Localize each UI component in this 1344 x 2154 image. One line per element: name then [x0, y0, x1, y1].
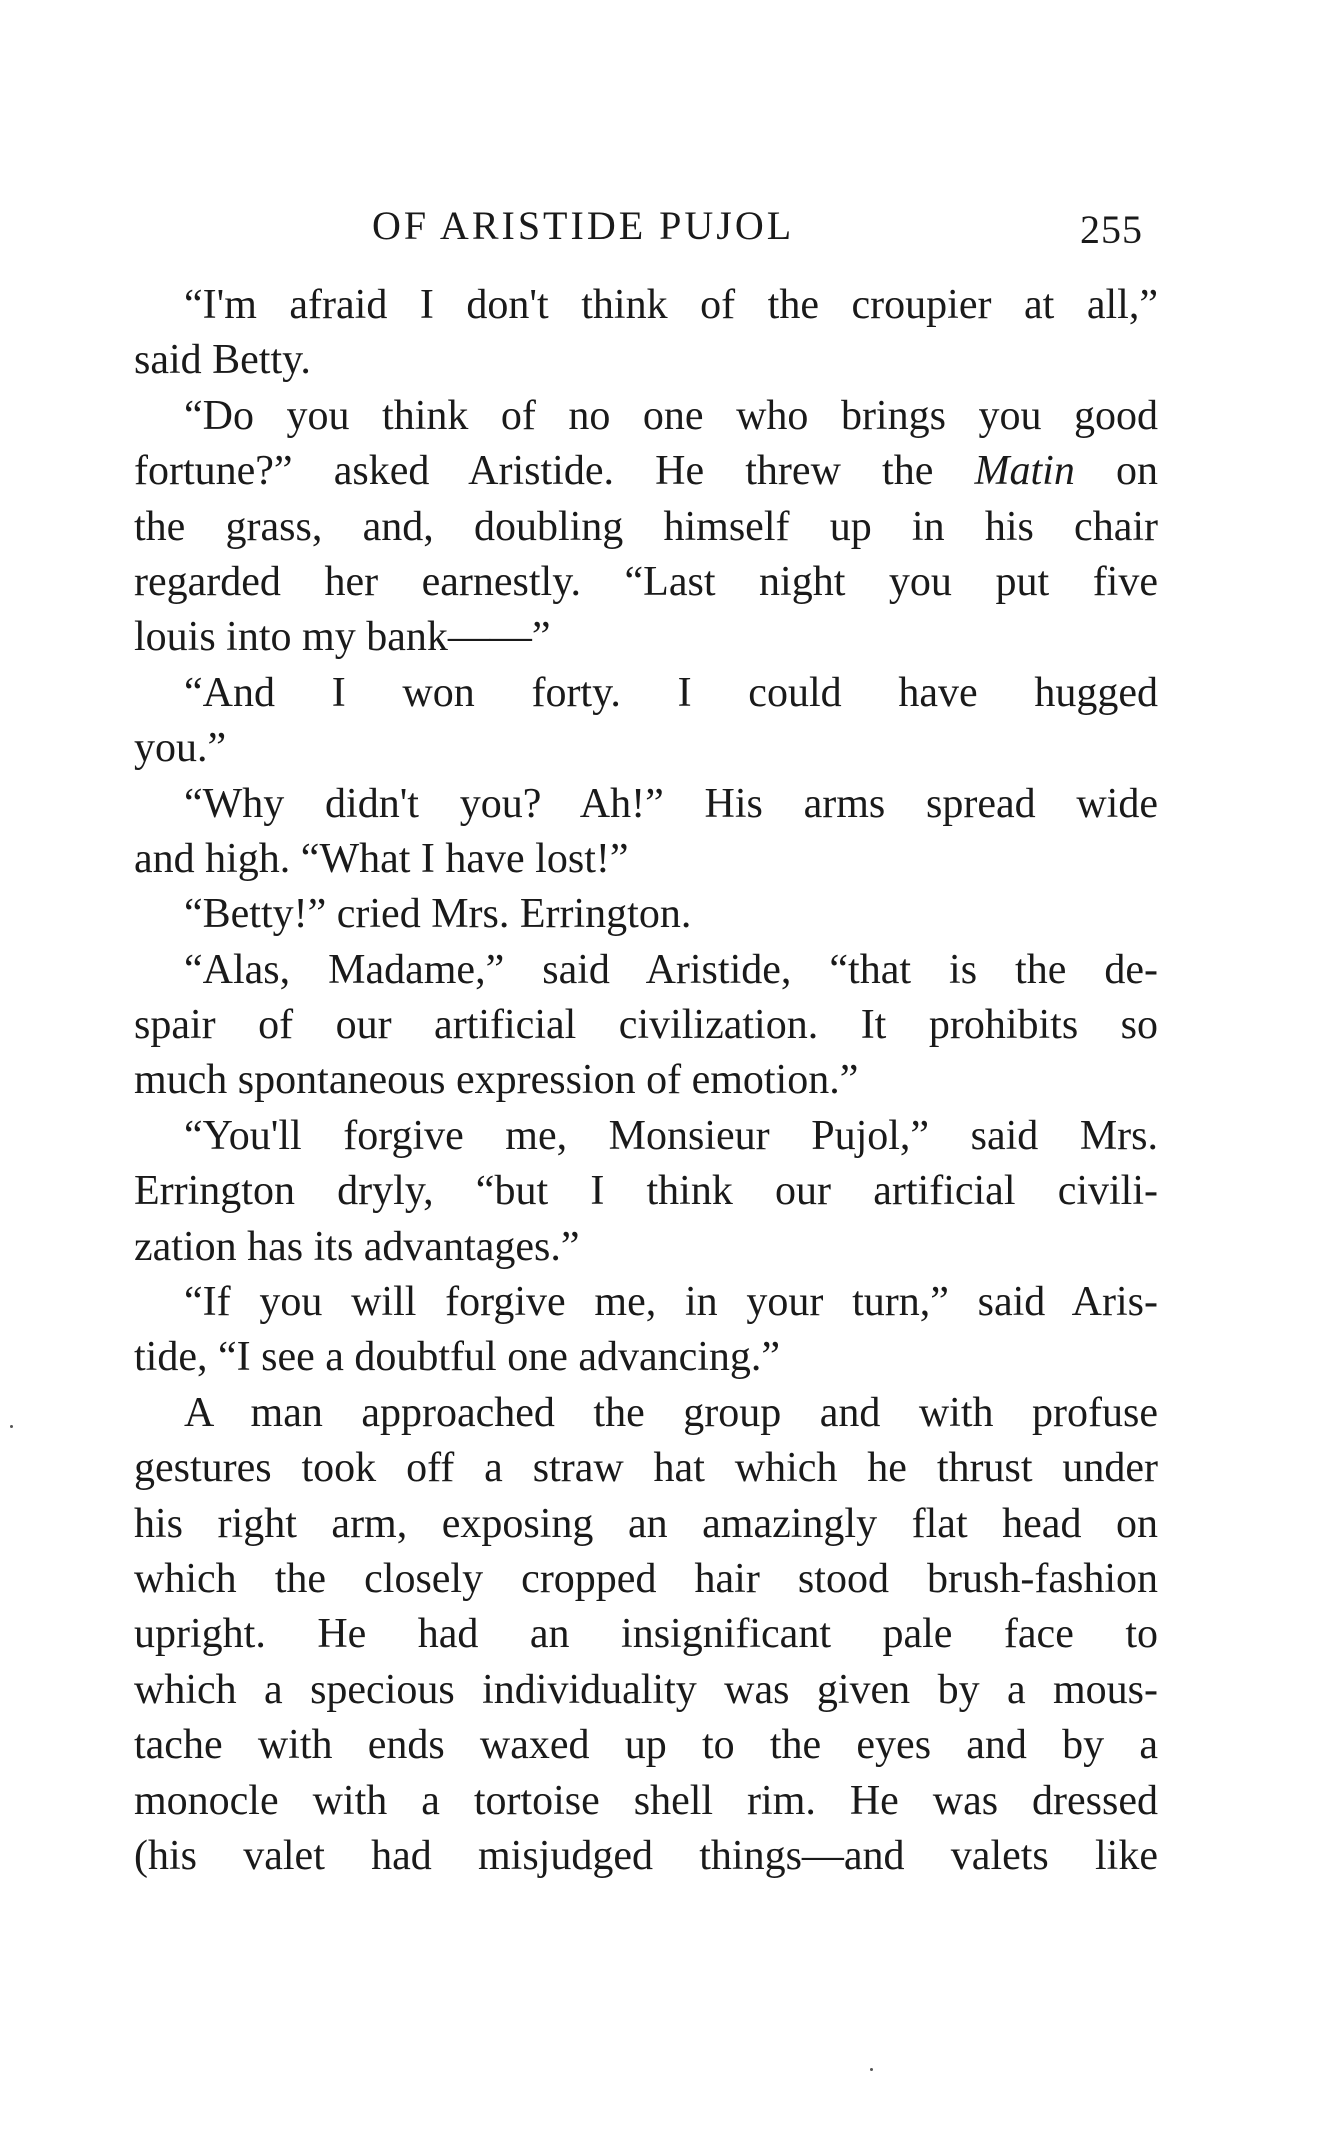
- text-line: “I'm afraid I don't think of the croupier at all,”: [184, 282, 1158, 328]
- italic-title: Matin: [974, 448, 1075, 495]
- running-head: [0, 196, 1344, 256]
- text-line: “Alas, Madame,” said Aristide, “that is the de-: [184, 946, 1158, 993]
- text-line: zation has its advantages.”: [134, 1223, 580, 1270]
- scan-speck: [10, 1425, 13, 1428]
- text-line: louis into my bank——”: [134, 614, 551, 661]
- text-segment: fortune?” asked Aristide. He threw the: [134, 448, 975, 495]
- text-line: Errington dryly, “but I think our artificial civili-: [134, 1168, 1158, 1215]
- text-line: “Betty!” cried Mrs. Errington.: [184, 891, 692, 938]
- text-line: much spontaneous expression of emotion.”: [134, 1057, 859, 1104]
- page-number: 255: [1080, 207, 1143, 252]
- text-line: “Do you think of no one who brings you good: [184, 392, 1158, 439]
- text-line: said Betty.: [134, 337, 311, 384]
- text-line: which a specious individuality was given by a mous-: [134, 1666, 1158, 1713]
- text-line: [134, 444, 1158, 499]
- text-line: you.”: [134, 725, 227, 772]
- text-line: tache with ends waxed up to the eyes and by a: [134, 1722, 1158, 1769]
- text-line: “You'll forgive me, Monsieur Pujol,” said Mrs.: [184, 1112, 1158, 1159]
- running-title: OF ARISTIDE PUJOL: [372, 203, 795, 248]
- text-line: and high. “What I have lost!”: [134, 835, 629, 882]
- text-segment: on: [1074, 448, 1158, 495]
- body-text: [134, 278, 1158, 1884]
- text-line: (his valet had misjudged things—and valets like: [134, 1832, 1158, 1879]
- text-line: regarded her earnestly. “Last night you put five: [134, 558, 1158, 605]
- text-line: his right arm, exposing an amazingly flat head on: [134, 1500, 1158, 1547]
- text-line: tide, “I see a doubtful one advancing.”: [134, 1334, 781, 1381]
- text-line: “Why didn't you? Ah!” His arms spread wide: [184, 780, 1158, 827]
- text-line: A man approached the group and with profuse: [184, 1389, 1158, 1436]
- scan-speck: [870, 2068, 873, 2071]
- text-line: upright. He had an insignificant pale face to: [134, 1611, 1158, 1658]
- text-line: gestures took off a straw hat which he thrust under: [134, 1445, 1158, 1492]
- text-line: “And I won forty. I could have hugged: [184, 669, 1158, 716]
- text-line: the grass, and, doubling himself up in his chair: [134, 503, 1158, 550]
- text-line: spair of our artificial civilization. It prohibits so: [134, 1002, 1158, 1049]
- text-line: “If you will forgive me, in your turn,” said Aris-: [184, 1279, 1158, 1326]
- text-line: monocle with a tortoise shell rim. He was dressed: [134, 1777, 1158, 1824]
- text-line: which the closely cropped hair stood brush-fashion: [134, 1555, 1158, 1602]
